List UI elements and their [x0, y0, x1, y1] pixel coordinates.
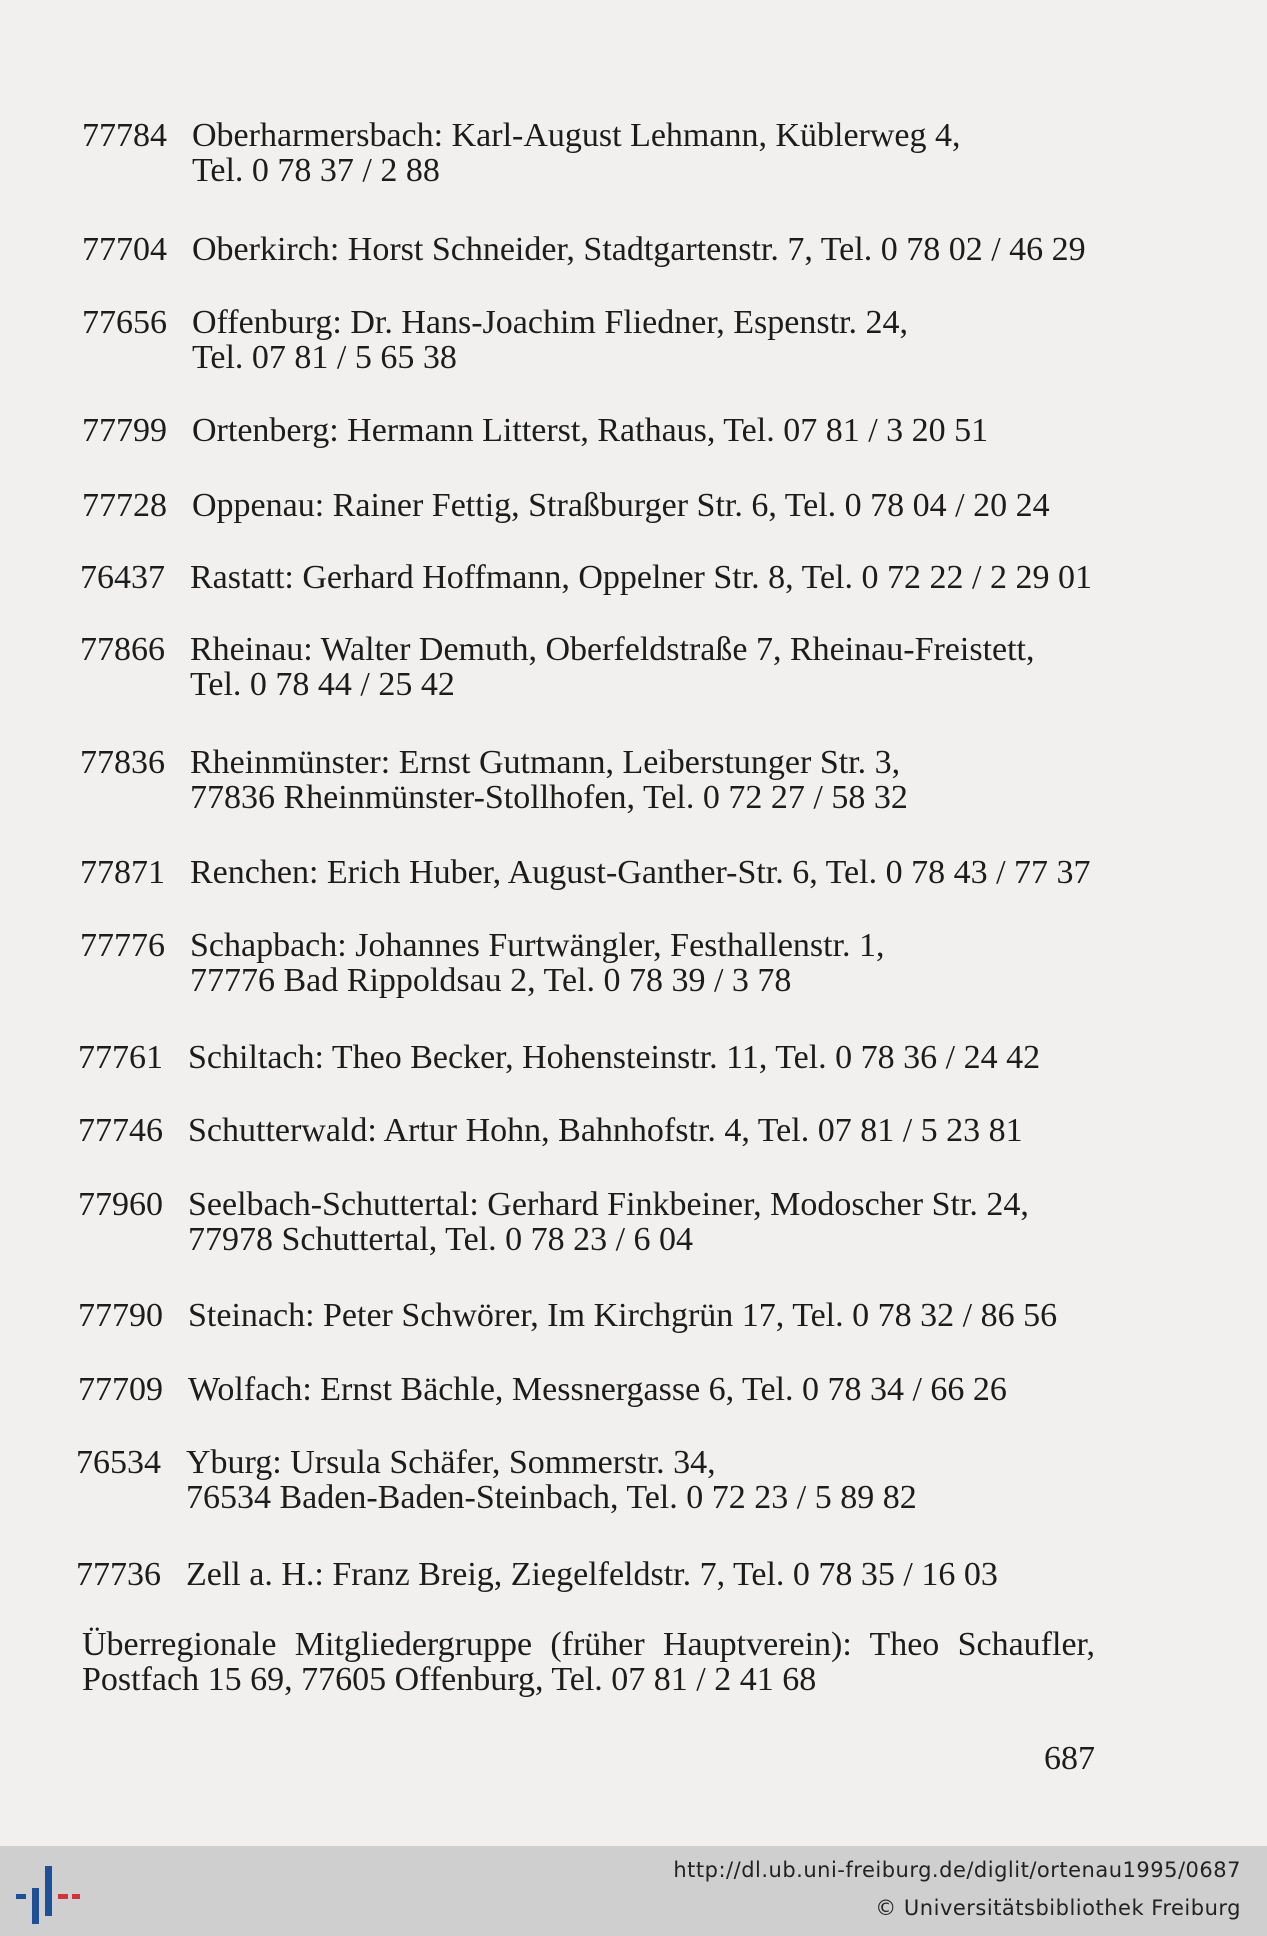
- postal-code: 77709: [78, 1371, 163, 1408]
- entry-line: Rheinau: Walter Demuth, Oberfeldstraße 7, Rheinau-Freistett,: [190, 631, 1035, 668]
- paragraph-line-1: Überregionale Mitgliedergruppe (früher Hauptverein): Theo Schaufler,: [82, 1626, 1095, 1663]
- source-url-link[interactable]: http://dl.ub.uni-freiburg.de/diglit/ortenau1995/0687: [673, 1858, 1241, 1882]
- entry-text: [192, 232, 1086, 267]
- entry-line: 77776 Bad Rippoldsau 2, Tel. 0 78 39 / 3 78: [190, 962, 792, 999]
- entry-text: [192, 305, 908, 375]
- entry-text: [190, 928, 885, 998]
- postal-code: 77728: [82, 487, 167, 524]
- entry-text: [192, 488, 1050, 523]
- entry-text: [188, 1113, 1023, 1148]
- entry-text: [186, 1557, 998, 1592]
- entry-line: Ortenberg: Hermann Litterst, Rathaus, Tel. 07 81 / 3 20 51: [192, 412, 989, 449]
- entry-line: Oberharmersbach: Karl-August Lehmann, Küblerweg 4,: [192, 117, 961, 154]
- entry-line: Schutterwald: Artur Hohn, Bahnhofstr. 4, Tel. 07 81 / 5 23 81: [188, 1112, 1023, 1149]
- postal-code: 77736: [76, 1556, 161, 1593]
- entry-text: [192, 118, 961, 188]
- entry-line: Schiltach: Theo Becker, Hohensteinstr. 11, Tel. 0 78 36 / 24 42: [188, 1039, 1041, 1076]
- entry-text: [188, 1187, 1029, 1257]
- entry-text: [192, 413, 988, 448]
- ub-freiburg-logo-icon: [16, 1864, 80, 1924]
- entry-line: Offenburg: Dr. Hans-Joachim Fliedner, Espenstr. 24,: [192, 304, 908, 341]
- page-number: 687: [1044, 1740, 1095, 1777]
- entry-line: 76534 Baden-Baden-Steinbach, Tel. 0 72 23 / 5 89 82: [186, 1479, 917, 1516]
- postal-code: 77761: [78, 1039, 163, 1076]
- entry-text: [188, 1298, 1057, 1333]
- entry-text: [190, 855, 1091, 890]
- postal-code: 76437: [80, 559, 165, 596]
- entry-text: [190, 560, 1092, 595]
- entry-text: [188, 1372, 1007, 1407]
- entry-text: [190, 745, 908, 815]
- postal-code: 77866: [80, 631, 165, 668]
- postal-code: 77704: [82, 231, 167, 268]
- supraregional-group-paragraph: [82, 1627, 1095, 1697]
- copyright-notice: © Universitätsbibliothek Freiburg: [875, 1896, 1241, 1920]
- entry-text: [188, 1040, 1040, 1075]
- entry-line: Rastatt: Gerhard Hoffmann, Oppelner Str. 8, Tel. 0 72 22 / 2 29 01: [190, 559, 1092, 596]
- entry-line: Zell a. H.: Franz Breig, Ziegelfeldstr. 7, Tel. 0 78 35 / 16 03: [186, 1556, 998, 1593]
- entry-line: Tel. 0 78 37 / 2 88: [192, 152, 440, 189]
- entry-text: [190, 632, 1035, 702]
- postal-code: 77656: [82, 304, 167, 341]
- postal-code: 77836: [80, 744, 165, 781]
- entry-line: Tel. 0 78 44 / 25 42: [190, 666, 455, 703]
- entry-line: Oppenau: Rainer Fettig, Straßburger Str. 6, Tel. 0 78 04 / 20 24: [192, 487, 1050, 524]
- entry-line: Seelbach-Schuttertal: Gerhard Finkbeiner, Modoscher Str. 24,: [188, 1186, 1029, 1223]
- entry-line: Schapbach: Johannes Furtwängler, Festhallenstr. 1,: [190, 927, 885, 964]
- paragraph-line-2: Postfach 15 69, 77605 Offenburg, Tel. 07 81 / 2 41 68: [82, 1661, 817, 1698]
- entry-line: Steinach: Peter Schwörer, Im Kirchgrün 17, Tel. 0 78 32 / 86 56: [188, 1297, 1058, 1334]
- entry-line: Renchen: Erich Huber, August-Ganther-Str. 6, Tel. 0 78 43 / 77 37: [190, 854, 1091, 891]
- postal-code: 77960: [78, 1186, 163, 1223]
- entry-line: Rheinmünster: Ernst Gutmann, Leiberstunger Str. 3,: [190, 744, 901, 781]
- library-footer-bar: [0, 1846, 1267, 1936]
- postal-code: 77790: [78, 1297, 163, 1334]
- entry-line: Wolfach: Ernst Bächle, Messnergasse 6, Tel. 0 78 34 / 66 26: [188, 1371, 1007, 1408]
- entry-line: 77978 Schuttertal, Tel. 0 78 23 / 6 04: [188, 1221, 694, 1258]
- entry-line: Yburg: Ursula Schäfer, Sommerstr. 34,: [186, 1444, 716, 1481]
- postal-code: 77799: [82, 412, 167, 449]
- entry-line: Tel. 07 81 / 5 65 38: [192, 339, 457, 376]
- postal-code: 77871: [80, 854, 165, 891]
- entry-text: [186, 1445, 917, 1515]
- postal-code: 77776: [80, 927, 165, 964]
- entry-line: Oberkirch: Horst Schneider, Stadtgartenstr. 7, Tel. 0 78 02 / 46 29: [192, 231, 1086, 268]
- postal-code: 77746: [78, 1112, 163, 1149]
- entry-line: 77836 Rheinmünster-Stollhofen, Tel. 0 72 27 / 58 32: [190, 779, 908, 816]
- postal-code: 76534: [76, 1444, 161, 1481]
- postal-code: 77784: [82, 117, 167, 154]
